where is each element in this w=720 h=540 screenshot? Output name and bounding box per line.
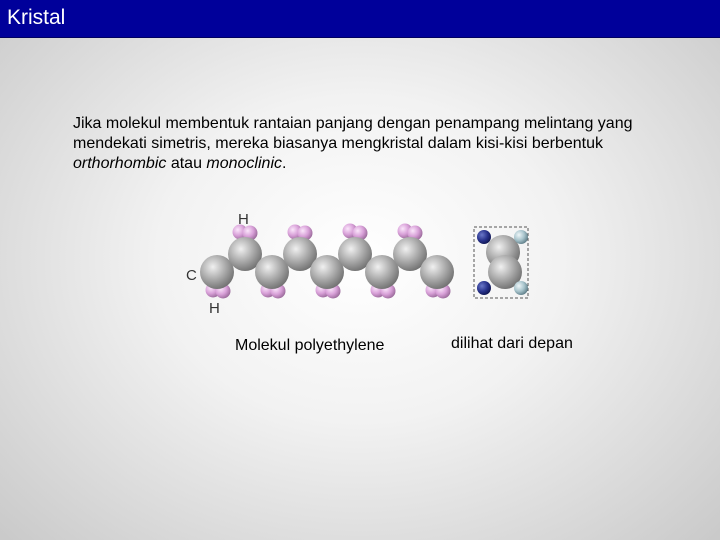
hydrogen-atom-navy bbox=[477, 281, 491, 295]
label-hydrogen-bottom: H bbox=[209, 300, 220, 317]
carbon-atom bbox=[420, 255, 454, 289]
paragraph-italic-orthorhombic: orthorhombic bbox=[73, 155, 167, 172]
carbon-atom bbox=[255, 255, 289, 289]
hydrogen-atom-navy bbox=[477, 230, 491, 244]
label-carbon: C bbox=[186, 267, 197, 284]
caption-front-view: dilihat dari depan bbox=[451, 335, 573, 352]
paragraph-italic-monoclinic: monoclinic bbox=[206, 155, 282, 172]
slide-title: Kristal bbox=[7, 6, 66, 29]
front-view-diagram bbox=[474, 227, 528, 298]
upper-hydrogen-row bbox=[233, 224, 423, 241]
hydrogen-atom-teal bbox=[514, 281, 528, 295]
carbon-atom bbox=[365, 255, 399, 289]
hydrogen-atom-teal bbox=[514, 230, 528, 244]
paragraph-text-1: Jika molekul membentuk rantaian panjang dengan penampang melintang yang mendekati simetris, mereka biasanya mengkristal dalam kisi-kisi berbentuk bbox=[73, 115, 633, 152]
label-hydrogen-top: H bbox=[238, 211, 249, 228]
paragraph-text-3: . bbox=[282, 155, 287, 172]
carbon-atom bbox=[200, 255, 234, 289]
caption-molecule: Molekul polyethylene bbox=[235, 337, 385, 354]
paragraph-text-2: atau bbox=[166, 155, 207, 172]
carbon-atom bbox=[310, 255, 344, 289]
carbon-chain bbox=[200, 237, 454, 289]
